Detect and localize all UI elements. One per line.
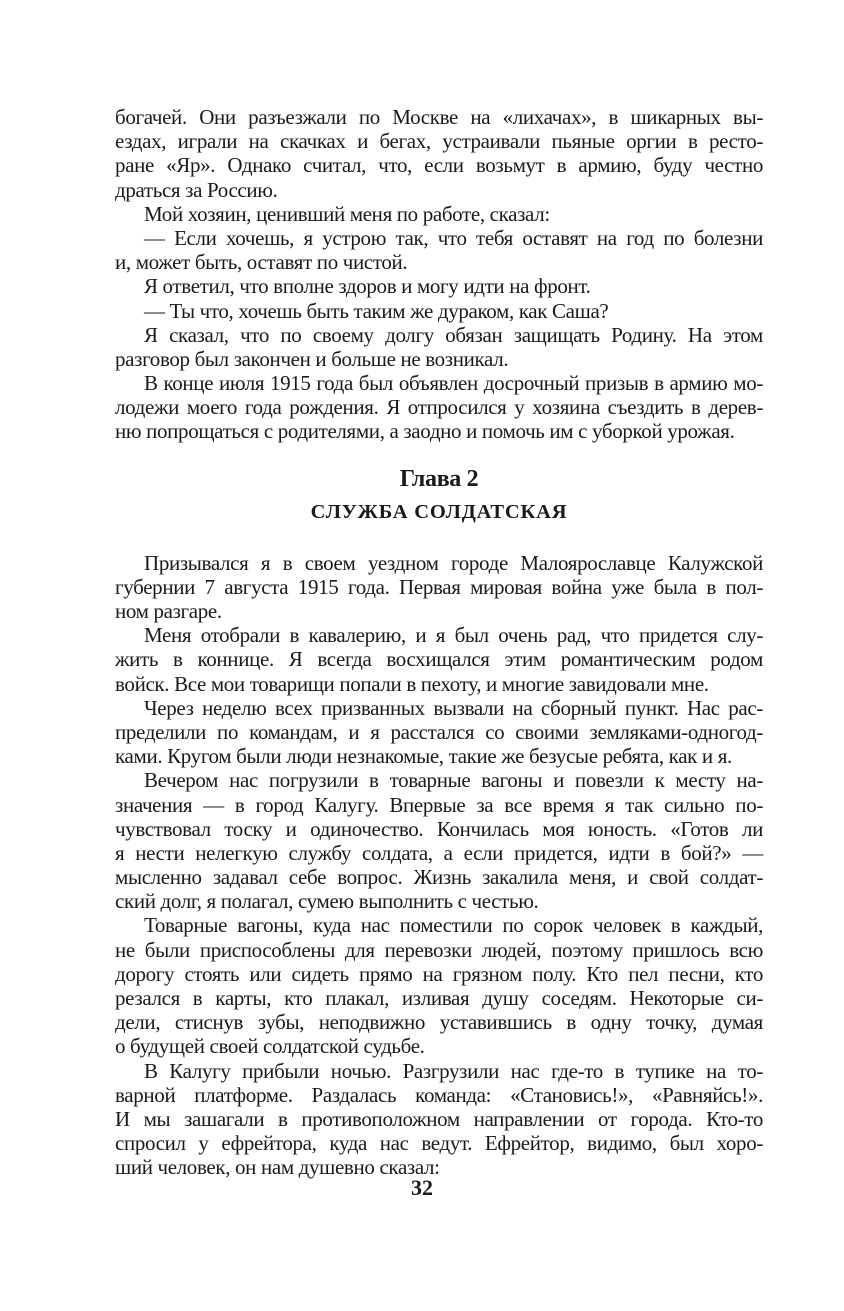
- text-line: чувствовал тоску и одиночество. Кончилась моя юность. «Готов ли: [115, 816, 763, 841]
- text-line: дели, стиснув зубы, неподвижно уставившись в одну точку, думая: [115, 1010, 763, 1035]
- paragraph: [115, 696, 763, 769]
- text-line: драться за Россию.: [115, 177, 278, 202]
- text-line: И мы зашагали в противоположном направлении от города. Кто-то: [115, 1106, 763, 1131]
- paragraph: [115, 323, 763, 371]
- text-line: я нести нелегкую службу солдата, а если придется, идти в бой?» —: [115, 840, 763, 865]
- paragraph: [115, 226, 763, 274]
- text-line: Призывался я в своем уездном городе Малоярославце Калужской: [144, 550, 763, 575]
- paragraph: [115, 623, 763, 696]
- text-line: ране «Яр». Однако считал, что, если возьмут в армию, буду честно: [115, 153, 763, 178]
- paragraph: [115, 913, 763, 1058]
- text-line: губернии 7 августа 1915 года. Первая мировая война уже была в пол-: [115, 574, 763, 599]
- text-line: разговор был закончен и больше не возникал.: [115, 346, 509, 371]
- text-after-chapter: [115, 551, 763, 1180]
- chapter-title: СЛУЖБА СОЛДАТСКАЯ: [310, 500, 568, 523]
- paragraph: [115, 768, 763, 913]
- text-line: богачей. Они разъезжали по Москве на «лихачах», в шикарных вы-: [115, 105, 763, 129]
- text-line: и, может быть, оставят по чистой.: [115, 250, 408, 275]
- book-page: [115, 105, 763, 1180]
- text-line: жить в коннице. Я всегда восхищался этим романтическим родом: [115, 647, 763, 672]
- text-line: В конце июля 1915 года был объявлен досрочный призыв в армию мо-: [144, 371, 763, 396]
- text-line: Через неделю всех призванных вызвали на сборный пункт. Нас рас-: [144, 695, 763, 720]
- text-line: спросил у ефрейтора, куда нас ведут. Ефрейтор, видимо, был хоро-: [115, 1131, 763, 1156]
- text-line: лодежи моего года рождения. Я отпросился у хозяина съездить в дерев-: [115, 395, 763, 420]
- text-line: ню попрощаться с родителями, а заодно и помочь им с уборкой урожая.: [115, 419, 735, 444]
- text-line: — Ты что, хочешь быть таким же дураком, как Саша?: [144, 298, 609, 323]
- chapter-number: Глава 2: [399, 465, 479, 492]
- text-line: Я сказал, что по своему долгу обязан защищать Родину. На этом: [144, 322, 763, 347]
- paragraph: [115, 299, 763, 323]
- paragraph: [115, 371, 763, 444]
- text-line: Мой хозяин, ценивший меня по работе, сказал:: [144, 201, 550, 226]
- text-line: варной платформе. Раздалась команда: «Становись!», «Равняйсь!».: [115, 1082, 763, 1107]
- text-before-chapter: [115, 105, 763, 444]
- paragraph: [115, 551, 763, 624]
- text-line: о будущей своей солдатской судьбе.: [115, 1034, 425, 1059]
- text-line: войск. Все мои товарищи попали в пехоту, и многие завидовали мне.: [115, 671, 709, 696]
- text-line: дорогу стоять или сидеть прямо на грязном полу. Кто пел песни, кто: [115, 961, 763, 986]
- text-line: Товарные вагоны, куда нас поместили по сорок человек в каждый,: [144, 913, 763, 938]
- paragraph: [115, 105, 763, 202]
- text-line: пределили по командам, и я расстался со своими земляками-одногод-: [115, 719, 763, 744]
- text-line: — Если хочешь, я устрою так, что тебя оставят на год по болезни: [144, 225, 763, 250]
- text-line: ном разгаре.: [115, 599, 222, 623]
- page-number: 32: [411, 1175, 433, 1200]
- text-line: Меня отобрали в кавалерию, и я был очень рад, что придется слу-: [144, 623, 763, 648]
- text-line: ший человек, он нам душевно сказал:: [115, 1155, 440, 1180]
- text-line: ский долг, я полагал, сумею выполнить с честью.: [115, 889, 539, 914]
- paragraph: [115, 202, 763, 226]
- chapter-heading: [115, 463, 763, 529]
- text-line: Вечером нас погрузили в товарные вагоны и повезли к месту на-: [144, 768, 763, 793]
- text-line: ездах, играли на скачках и бегах, устраивали пьяные оргии в ресто-: [115, 129, 763, 154]
- text-line: ками. Кругом были люди незнакомые, такие же безусые ребята, как и я.: [115, 744, 732, 769]
- text-line: мысленно задавал себе вопрос. Жизнь закалила меня, и свой солдат-: [115, 865, 763, 890]
- text-line: В Калугу прибыли ночью. Разгрузили нас где-то в тупике на то-: [144, 1058, 763, 1083]
- text-line: не были приспособлены для перевозки людей, поэтому пришлось всю: [115, 937, 763, 962]
- paragraph: [115, 1059, 763, 1180]
- text-line: резался в карты, кто плакал, изливая душу соседям. Некоторые си-: [115, 986, 763, 1010]
- paragraph: [115, 274, 763, 298]
- text-line: Я ответил, что вполне здоров и могу идти на фронт.: [144, 274, 591, 299]
- text-line: значения — в город Калугу. Впервые за все время я так сильно по-: [115, 792, 763, 817]
